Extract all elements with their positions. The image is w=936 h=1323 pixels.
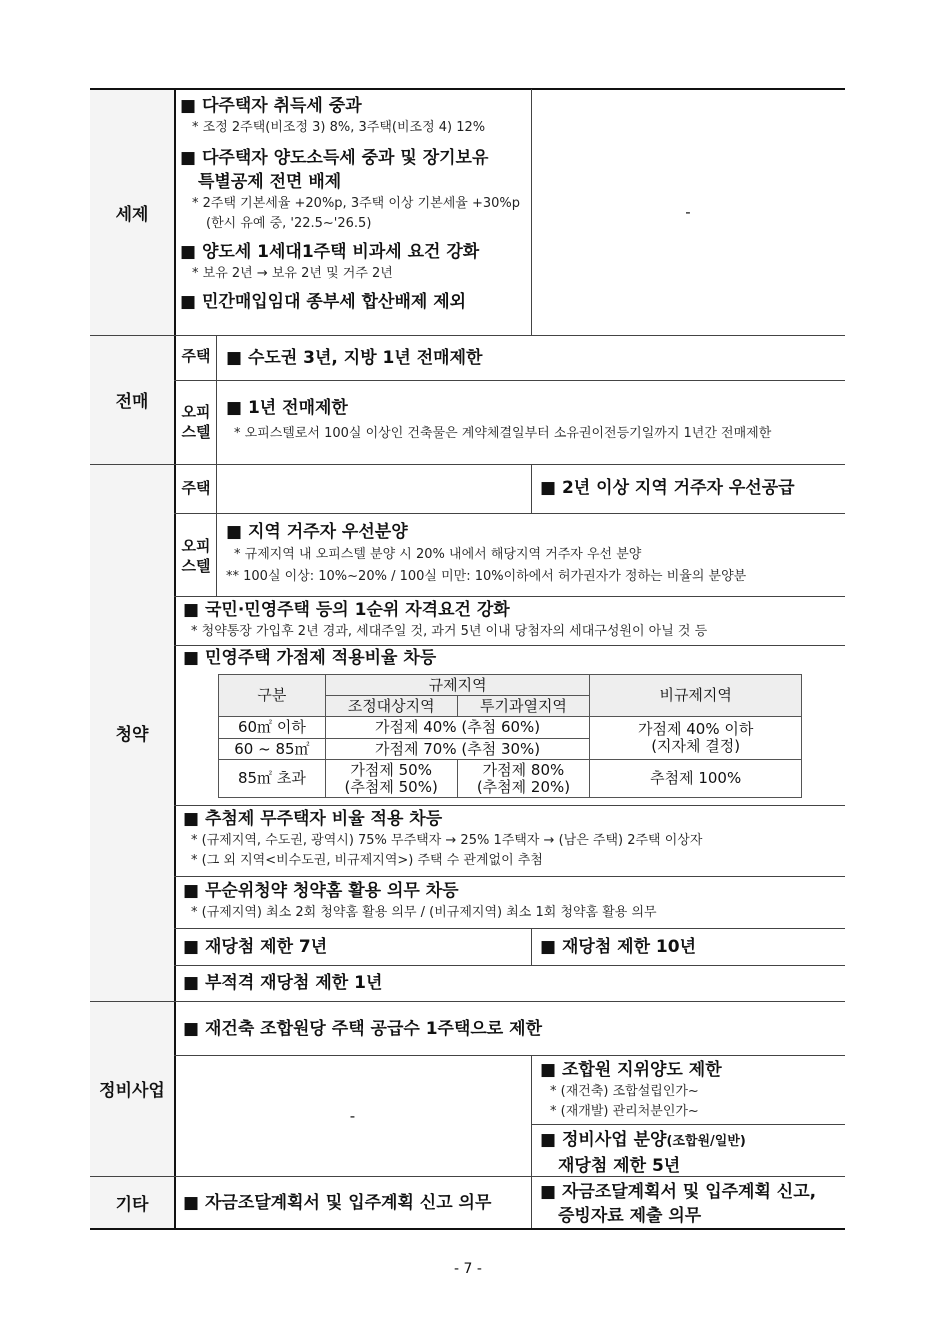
sub-officetel-label: [176, 536, 216, 576]
tax-transfer-note: * 2주택 기본세율 +20%p, 3주택 이상 기본세율 +30%p: [192, 196, 520, 211]
renewal-sale-heading: [540, 1128, 746, 1154]
sub-point-heading: ■ 민영주택 가점제 적용비율 차등: [183, 648, 437, 668]
tax-transfer-heading-cont: 특별공제 전면 배제: [198, 172, 342, 192]
table-row3-type: 85㎡ 초과: [219, 760, 326, 798]
table-nonreg-small-a: 가점제 40% 이하: [638, 720, 754, 738]
sub-officetel-heading: ■ 지역 거주자 우선분양: [226, 522, 408, 542]
sub-first-rank-note: * 청약통장 가입후 2년 경과, 세대주일 것, 과거 5년 이내 당첨자의 세대구성원이 아닐 것 등: [191, 624, 708, 639]
grid-line: [174, 805, 845, 806]
category-subscription: 청약: [90, 464, 174, 1001]
renewal-left-empty: -: [349, 1106, 356, 1125]
sub-officetel-label-a: 오피: [181, 537, 211, 555]
grid-line: [174, 596, 845, 597]
grid-line: [216, 335, 217, 464]
tax-acquisition-heading: ■ 다주택자 취득세 중과: [180, 96, 362, 116]
tax-items: [180, 94, 530, 332]
sub-officetel-note-1: * 규제지역 내 오피스텔 분양 시 20% 내에서 해당지역 거주자 우선 분양: [234, 547, 642, 562]
table-row1-value: 가점제 40% (추첨 60%): [325, 717, 590, 739]
tax-acquisition-note: * 조정 2주택(비조정 3) 8%, 3주택(비조정 4) 12%: [192, 120, 486, 135]
grid-line: [90, 464, 845, 465]
etc-right-b: 증빙자료 제출 의무: [558, 1206, 702, 1226]
grid-line: [216, 464, 217, 596]
grid-line: [531, 928, 532, 965]
grid-line: [531, 464, 532, 513]
grid-line: [90, 1001, 845, 1002]
resale-officetel-label: [176, 402, 216, 442]
grid-line: [90, 335, 845, 336]
renewal-transfer: [540, 1058, 722, 1122]
etc-left: ■ 자금조달계획서 및 입주계획 신고 의무: [183, 1193, 492, 1213]
sub-first-rank-heading: ■ 국민·민영주택 등의 1순위 자격요건 강화: [183, 600, 510, 620]
sub-random-heading: ■ 무순위청약 청약홈 활용 의무 차등: [183, 881, 459, 901]
sub-housing-label: 주택: [181, 479, 211, 497]
resale-officetel-content: [226, 396, 771, 444]
sub-officetel-note-2: ** 100실 이상: 10%~20% / 100실 미만: 10%이하에서 허가권자가 정하는 비율의 분양분: [226, 569, 747, 584]
point-ratio-table: [218, 674, 802, 798]
grid-line: [174, 89, 176, 1229]
table-header-adjusted: 조정대상지역: [325, 696, 457, 717]
table-nonreg-small: [590, 717, 802, 760]
category-tax: 세제: [90, 89, 174, 335]
etc-right: [540, 1180, 816, 1228]
resale-housing-text: ■ 수도권 3년, 지방 1년 전매제한: [226, 348, 483, 368]
resale-officetel-heading: ■ 1년 전매제한: [226, 398, 348, 418]
tax-transfer-heading: ■ 다주택자 양도소득세 중과 및 장기보유: [180, 148, 489, 168]
category-renewal: 정비사업: [90, 1001, 174, 1176]
renewal-transfer-note-2: * (재개발) 관리처분인가~: [550, 1104, 699, 1119]
grid-line: [174, 1055, 845, 1056]
category-resale: 전매: [90, 335, 174, 464]
table-header-regulated: 규제지역: [325, 675, 590, 696]
table-header-speculative: 투기과열지역: [457, 696, 590, 717]
table-header-type: 구분: [219, 675, 326, 717]
grid-line: [90, 1176, 845, 1177]
sub-lottery-note-1: * (규제지역, 수도권, 광역시) 75% 무주택자 → 25% 1주택자 → (남은 주택) 2주택 이상자: [191, 833, 703, 848]
grid-line: [90, 88, 845, 90]
grid-line: [531, 1176, 532, 1228]
tax-transfer-note-cont: (한시 유예 중, '22.5~'26.5): [206, 216, 372, 231]
grid-line: [174, 513, 845, 514]
table-header-nonregulated: 비규제지역: [590, 675, 802, 717]
grid-line: [174, 965, 845, 966]
sub-rewin-left: ■ 재당첨 제한 7년: [183, 937, 328, 957]
grid-line: [90, 1228, 845, 1230]
grid-line: [531, 1055, 532, 1176]
renewal-sale: [540, 1128, 746, 1178]
table-row3-speculative-b: (추첨제 20%): [476, 777, 571, 796]
grid-line: [531, 1124, 845, 1125]
table-row2-value: 가점제 70% (추첨 30%): [325, 739, 590, 760]
renewal-sale-heading-cont: 재당첨 제한 5년: [558, 1156, 681, 1176]
resale-officetel-note: * 오피스텔로서 100실 이상인 건축물은 계약체결일부터 소유권이전등기일까지 1년간 전매제한: [234, 426, 772, 441]
sub-first-rank: [183, 598, 707, 642]
grid-line: [531, 89, 532, 335]
sub-random: [183, 879, 657, 923]
tax-exemption-heading: ■ 양도세 1세대1주택 비과세 요건 강화: [180, 242, 480, 262]
table-row3-adjusted: [325, 760, 457, 798]
grid-line: [174, 928, 845, 929]
sub-housing-right: ■ 2년 이상 지역 거주자 우선공급: [540, 478, 795, 498]
sub-officetel-label-b: 스텔: [181, 557, 211, 575]
page-number: - 7 -: [454, 1261, 482, 1277]
sub-lottery-note-2: * (그 외 지역<비수도권, 비규제지역>) 주택 수 관계없이 추첨: [191, 853, 543, 868]
sub-rewin-right: ■ 재당첨 제한 10년: [540, 937, 697, 957]
renewal-heading: ■ 재건축 조합원당 주택 공급수 1주택으로 제한: [183, 1019, 542, 1039]
sub-lottery: [183, 807, 702, 871]
tax-holding-heading: ■ 민간매입임대 종부세 합산배제 제외: [180, 292, 467, 312]
grid-line: [174, 380, 845, 381]
table-row3-adjusted-b: (추첨제 50%): [344, 777, 438, 796]
resale-housing-label: 주택: [181, 347, 211, 365]
table-row3-speculative: [457, 760, 590, 798]
table-row3-speculative-a: 가점제 80%: [482, 760, 565, 779]
sub-lottery-heading: ■ 추첨제 무주택자 비율 적용 차등: [183, 809, 443, 829]
renewal-transfer-note-1: * (재건축) 조합설립인가~: [550, 1084, 699, 1099]
table-row3-adjusted-a: 가점제 50%: [350, 760, 432, 779]
renewal-sale-heading-main: ■ 정비사업 분양: [540, 1130, 667, 1150]
category-etc: 기타: [90, 1176, 174, 1228]
sub-unqualified: ■ 부적격 재당첨 제한 1년: [183, 973, 383, 993]
table-row3-nonregulated: 추첨제 100%: [590, 760, 802, 798]
renewal-sale-heading-small: (조합원/일반): [666, 1134, 746, 1149]
table-nonreg-small-b: (지자체 결정): [651, 737, 741, 755]
sub-officetel-content: [226, 520, 746, 587]
sub-random-note: * (규제지역) 최소 2회 청약홈 활용 의무 / (비규제지역) 최소 1회 청약홈 활용 의무: [191, 905, 657, 920]
table-row1-type: 60㎡ 이하: [219, 717, 326, 739]
renewal-transfer-heading: ■ 조합원 지위양도 제한: [540, 1060, 722, 1080]
resale-officetel-label-b: 스텔: [181, 423, 211, 441]
grid-line: [174, 876, 845, 877]
grid-line: [174, 645, 845, 646]
tax-exemption-note: * 보유 2년 → 보유 2년 및 거주 2년: [192, 266, 393, 281]
tax-right-empty: -: [685, 203, 691, 221]
etc-right-a: ■ 자금조달계획서 및 입주계획 신고,: [540, 1182, 817, 1202]
table-row2-type: 60 ~ 85㎡: [219, 739, 326, 760]
resale-officetel-label-a: 오피: [181, 403, 211, 421]
